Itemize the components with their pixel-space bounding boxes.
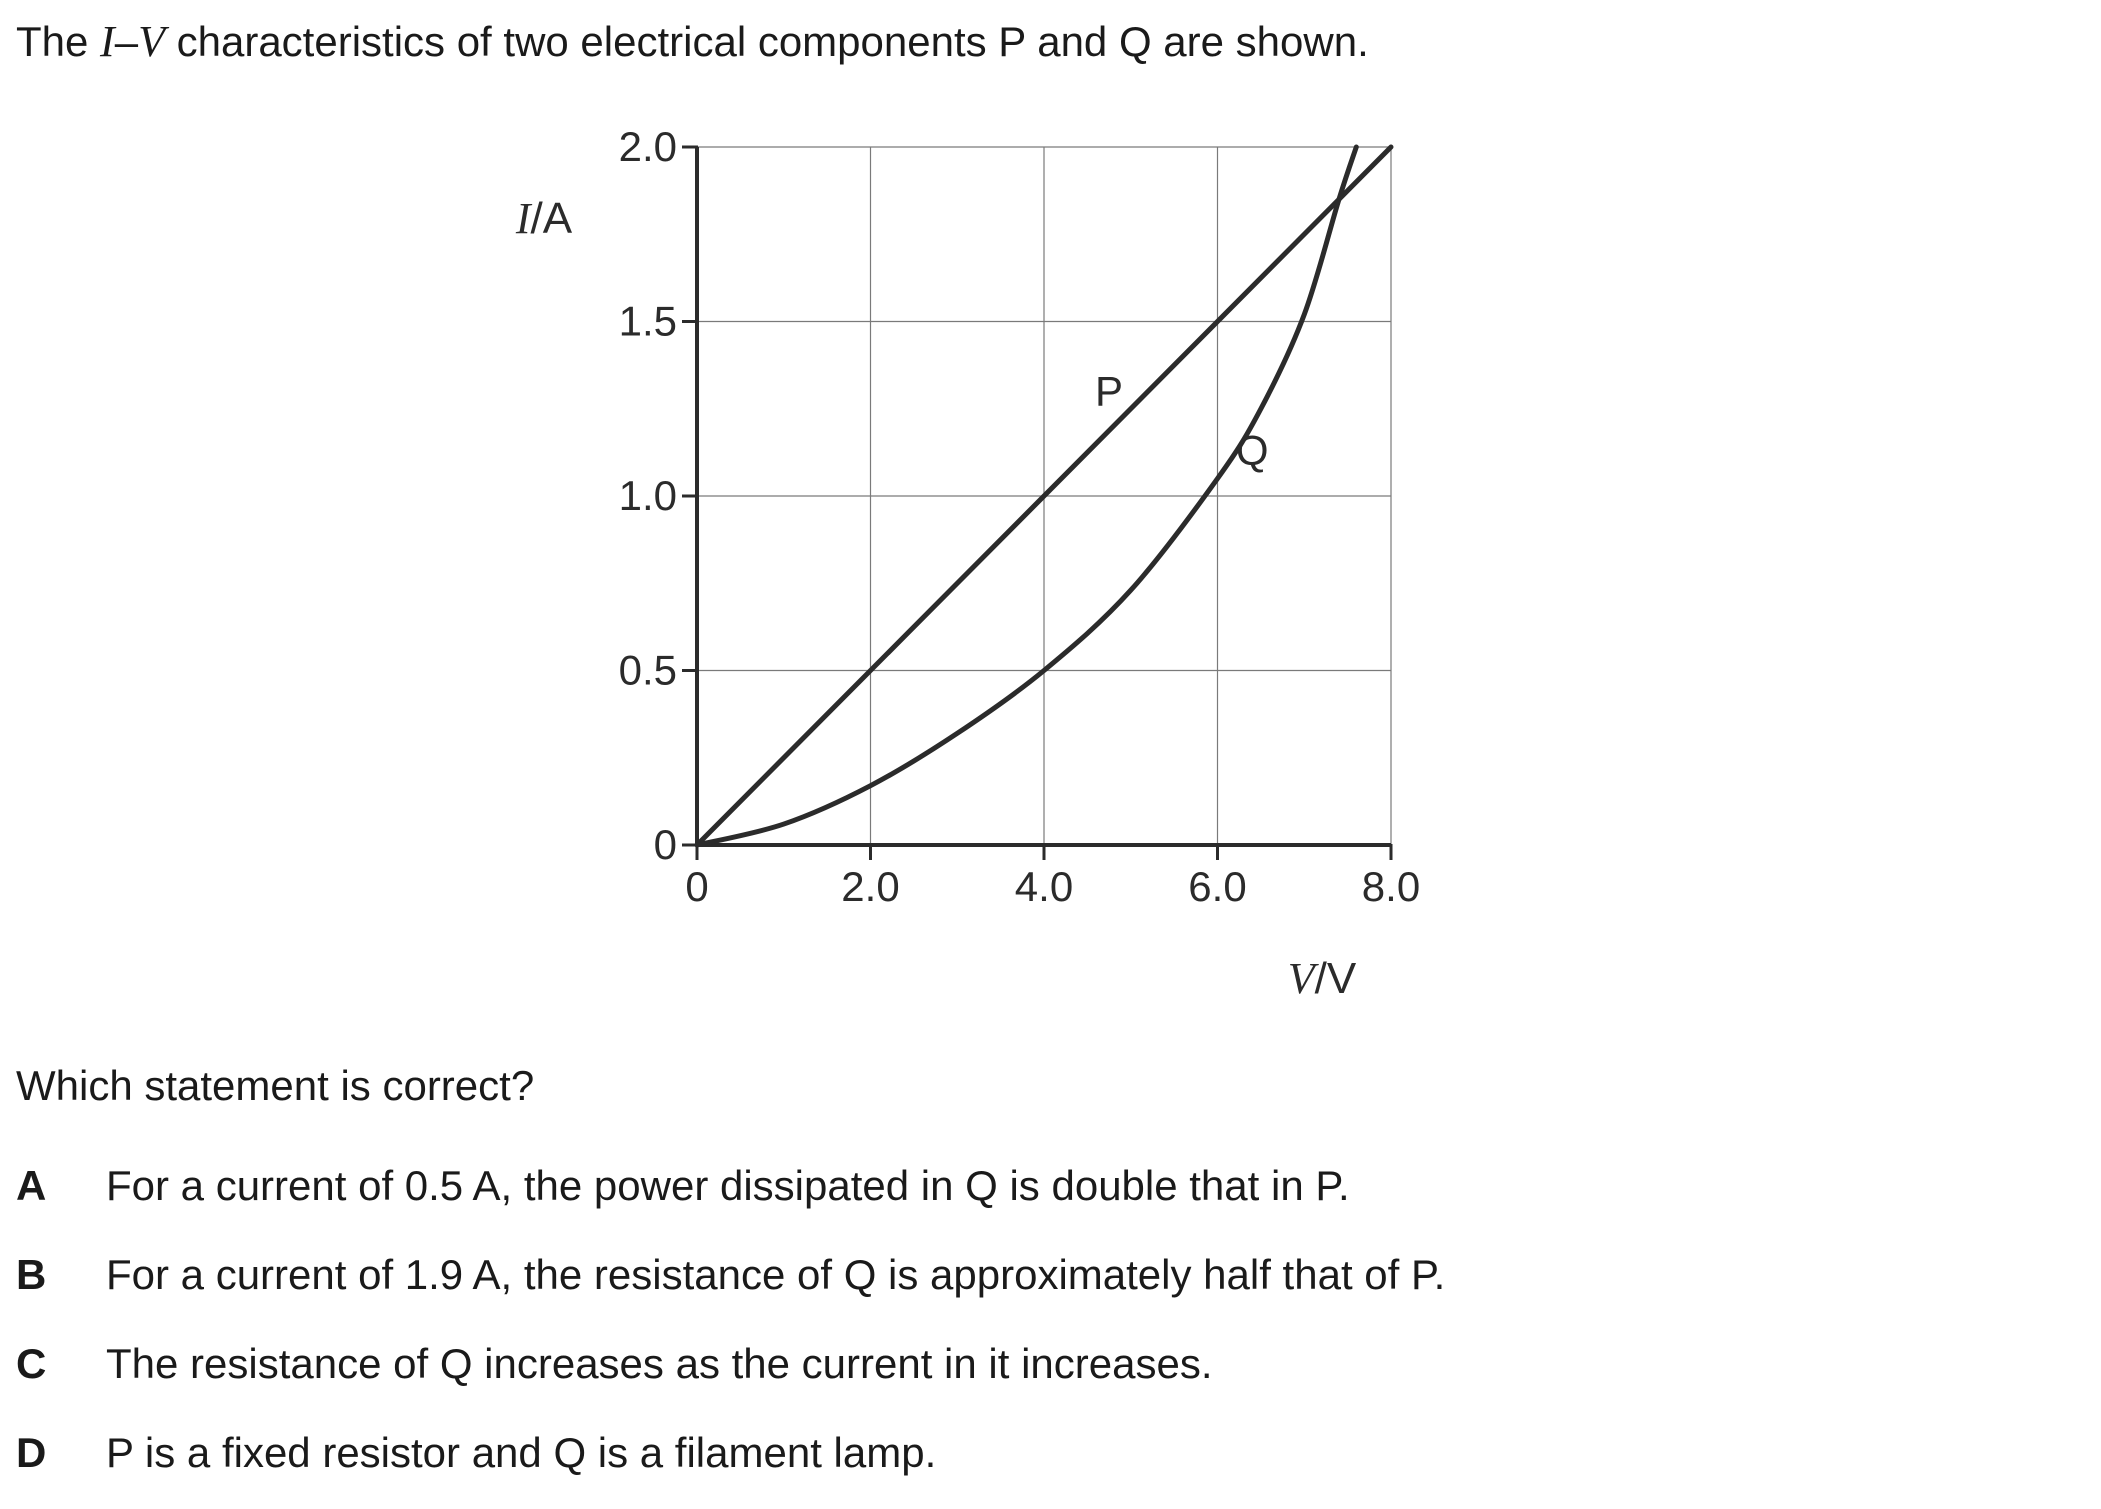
- x-axis-label-unit: V: [1326, 954, 1357, 1003]
- x-tick-label: 4.0: [1014, 863, 1074, 910]
- option-c-letter: C: [16, 1340, 47, 1387]
- series-q-label: Q: [1235, 426, 1269, 474]
- y-axis-label-separator: /: [530, 194, 543, 243]
- y-axis-label: [515, 194, 573, 243]
- x-tick-label: 8.0: [1361, 863, 1421, 910]
- x-axis-label-symbol: V: [1287, 954, 1315, 1003]
- series-p-label: P: [1095, 367, 1124, 415]
- option-c-text: The resistance of Q increases as the current in it increases.: [106, 1340, 1213, 1387]
- x-tick-label: 6.0: [1188, 863, 1247, 910]
- intro-i-symbol: I: [100, 17, 115, 66]
- option-b-text: For a current of 1.9 A, the resistance of Q is approximately half that of P.: [106, 1251, 1446, 1298]
- y-tick-label: 0.5: [618, 646, 677, 694]
- y-tick-label: 1.5: [618, 297, 677, 345]
- y-axis-label-unit: A: [542, 194, 573, 243]
- y-tick-label: 2.0: [618, 123, 677, 170]
- y-tick-label: 0: [653, 821, 677, 868]
- y-tick-label: 1.0: [618, 472, 677, 519]
- intro-prefix: The: [16, 18, 101, 65]
- option-a-letter: A: [16, 1162, 47, 1209]
- question-prompt: Which statement is correct?: [16, 1062, 535, 1109]
- x-axis-label: [1288, 954, 1357, 1003]
- x-tick-label: 2.0: [841, 863, 900, 910]
- option-a-text: For a current of 0.5 A, the power dissipated in Q is double that in P.: [106, 1162, 1350, 1209]
- option-b-letter: B: [16, 1251, 47, 1298]
- x-axis-label-separator: /: [1314, 954, 1327, 1003]
- option-d-text: P is a fixed resistor and Q is a filament lamp.: [106, 1429, 937, 1476]
- option-d-letter: D: [16, 1429, 47, 1476]
- intro-dash: –: [114, 18, 139, 65]
- y-axis-label-symbol: I: [515, 194, 531, 243]
- intro-v-symbol: V: [138, 17, 165, 66]
- x-tick-label: 0: [685, 863, 709, 910]
- intro-suffix: characteristics of two electrical components P and Q are shown.: [164, 18, 1369, 65]
